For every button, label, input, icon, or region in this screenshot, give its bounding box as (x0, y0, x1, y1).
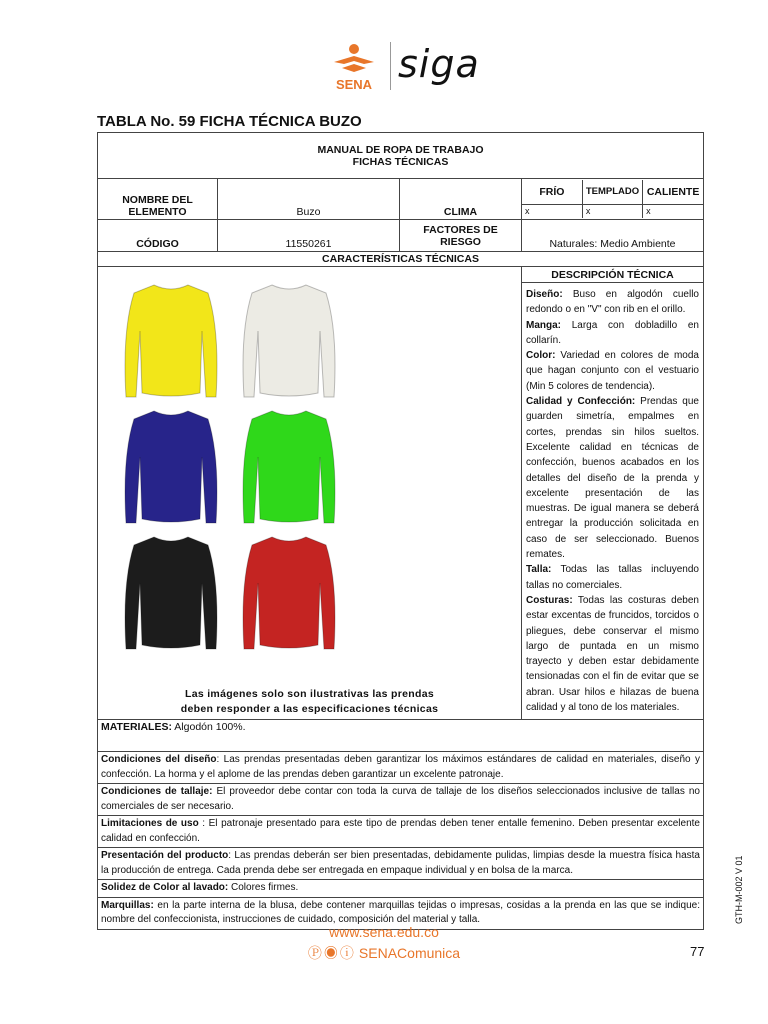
descripcion-content (522, 283, 704, 720)
shirt-red-image (234, 533, 344, 651)
description-item (526, 394, 699, 562)
description-list (526, 287, 699, 715)
caliente-label: CALIENTE (643, 180, 703, 204)
document-code: GTH-M-002 V 01 (734, 855, 744, 924)
factores-label-line-1: FACTORES DE (423, 223, 498, 236)
condition-label: Solidez de Color al lavado: (101, 882, 229, 894)
footer-url[interactable]: www.sena.edu.co (329, 924, 439, 940)
condition-text: : El patronaje presentado para este tipo de prendas deben tener entalle femenino. Deben presentar excelente calidad en confección. (101, 818, 700, 844)
condition-label: Marquillas: (101, 899, 154, 911)
condition-text: Colores firmes. (228, 882, 299, 894)
conditions-section (98, 752, 704, 930)
caracteristicas-header: CARACTERÍSTICAS TÉCNICAS (98, 252, 704, 267)
condition-cell (98, 752, 704, 784)
sena-logo-text: SENA (335, 77, 373, 92)
description-item (526, 287, 699, 318)
shirt-image-grid (116, 281, 346, 653)
condition-cell (98, 848, 704, 880)
materiales-row (98, 720, 704, 752)
factores-value: Naturales: Medio Ambiente (522, 220, 704, 252)
description-item-text: Todas las costuras deben estar excentas de fruncidos, torcidos o pliegues, debe conservar el mismo largo de puntada en un mismo trayecto y deben estar debidamente tensionadas con el fin de evitar que se abran. Usar hilos e hilazas de buena calidad y al tono de los materiales. (526, 594, 699, 714)
condition-row (98, 848, 704, 880)
description-item-text: Larga con dobladillo en collarín. (526, 319, 699, 346)
description-item (526, 562, 699, 593)
condition-label: Presentación del producto (101, 850, 229, 862)
description-item (526, 318, 699, 349)
description-item-label: Calidad y Confección: (526, 396, 636, 408)
description-item-text: Todas las tallas incluyendo tallas no comerciales. (526, 564, 699, 591)
condition-row (98, 752, 704, 784)
frio-mark: x (522, 204, 582, 218)
image-caption-line-1: Las imágenes solo son ilustrativas las prendas (185, 688, 434, 701)
factores-label-line-2: RIESGO (440, 235, 481, 248)
condition-text: : Las prendas presentadas deben garantizar los máximos estándares de calidad en materiales, diseño y confección. La horma y el aplome de las prendas deben garantizar un excelente patronaje. (101, 754, 700, 780)
codigo-value: 11550261 (218, 220, 400, 252)
description-item-text: Prendas que guarden simetría, empalmes en cortes, prendas sin hilos sueltos. Excelente calidad en técnicas de confección, buenos acabados en los detalles del diseño de la prenda y excelente presentación de las muestras. De igual manera se deberá entregar la producción solicitada en caso de ser seleccionado. Buenos remates. (526, 396, 699, 561)
social-icons: Ⓟ◉ⓘ (307, 945, 356, 961)
document-title: TABLA No. 59 FICHA TÉCNICA BUZO (97, 113, 362, 130)
shirt-green-image (234, 407, 344, 525)
condition-cell (98, 816, 704, 848)
description-item-label: Manga: (526, 319, 561, 331)
nombre-value: Buzo (218, 179, 400, 220)
page-header (0, 38, 768, 94)
templado-mark: x (582, 204, 642, 218)
frio-label: FRÍO (522, 180, 582, 204)
caliente-mark: x (646, 206, 651, 217)
factores-label (400, 220, 522, 252)
logo-divider (390, 42, 391, 90)
nombre-label-line-2: ELEMENTO (128, 206, 187, 218)
description-item-label: Costuras: (526, 594, 573, 606)
image-caption-line-2: deben responder a las especificaciones técnicas (180, 703, 439, 716)
clima-options (522, 179, 704, 220)
condition-text: : Las prendas deberán ser bien presentadas, debidamente pulidas, limpias desde la muestra física hasta la producción de entrega. Cada prenda debe ser entregada en empaque individual y en bolsa de la marca. (101, 850, 700, 876)
condition-cell (98, 784, 704, 816)
description-item-text: Buso en algodón cuello redondo o en "V" con rib en el orillo. (526, 289, 699, 316)
shirt-black-image (116, 533, 226, 651)
shirt-white-image (234, 281, 344, 399)
header-line-1: MANUAL DE ROPA DE TRABAJO (317, 143, 484, 156)
footer-social (0, 943, 768, 963)
shirt-yellow-image (116, 281, 226, 399)
description-item-label: Talla: (526, 564, 552, 576)
materiales-value: Algodón 100%. (171, 721, 246, 734)
condition-row (98, 816, 704, 848)
description-item (526, 348, 699, 394)
page-number: 77 (690, 944, 705, 959)
description-item-label: Diseño: (526, 289, 563, 300)
descripcion-header: DESCRIPCIÓN TÉCNICA (522, 267, 704, 283)
social-handle[interactable]: SENAComunica (358, 945, 461, 961)
condition-label: Condiciones del diseño (101, 754, 217, 766)
templado-label: TEMPLADO (582, 180, 642, 204)
condition-row (98, 880, 704, 898)
siga-logo: siga (398, 42, 480, 86)
condition-label: Condiciones de tallaje: (101, 786, 213, 798)
technical-sheet-table (97, 132, 704, 930)
description-item-text: Variedad en colores de moda que hagan conjunto con el vestuario (Min 5 colores de tendencia). (526, 350, 699, 392)
condition-text: en la parte interna de la blusa, debe contener marquillas tejidas o impresas, cosidas a la prenda en las que se indique: nombre del confeccionista, instrucciones de cuidado, composición del material y talla. (101, 899, 700, 926)
condition-label: Limitaciones de uso (101, 818, 199, 830)
condition-cell (98, 880, 704, 898)
sena-logo (328, 42, 380, 92)
nombre-label (98, 179, 218, 220)
shirt-navy-image (116, 407, 226, 525)
table-header (98, 133, 704, 179)
description-item (526, 593, 699, 715)
codigo-label: CÓDIGO (98, 220, 218, 252)
materiales-label: MATERIALES: (101, 721, 172, 734)
nombre-label-line-1: NOMBRE DEL (122, 194, 193, 206)
clima-label: CLIMA (400, 179, 522, 220)
condition-text: El proveedor debe contar con toda la curva de tallaje de los diseños seleccionados inclusive de tallas no comerciales de ser necesario. (101, 786, 700, 812)
condition-row (98, 784, 704, 816)
header-line-2: FICHAS TÉCNICAS (352, 155, 449, 168)
image-caption (98, 687, 521, 717)
garment-image-cell (98, 267, 522, 720)
description-item-label: Color: (526, 350, 556, 362)
